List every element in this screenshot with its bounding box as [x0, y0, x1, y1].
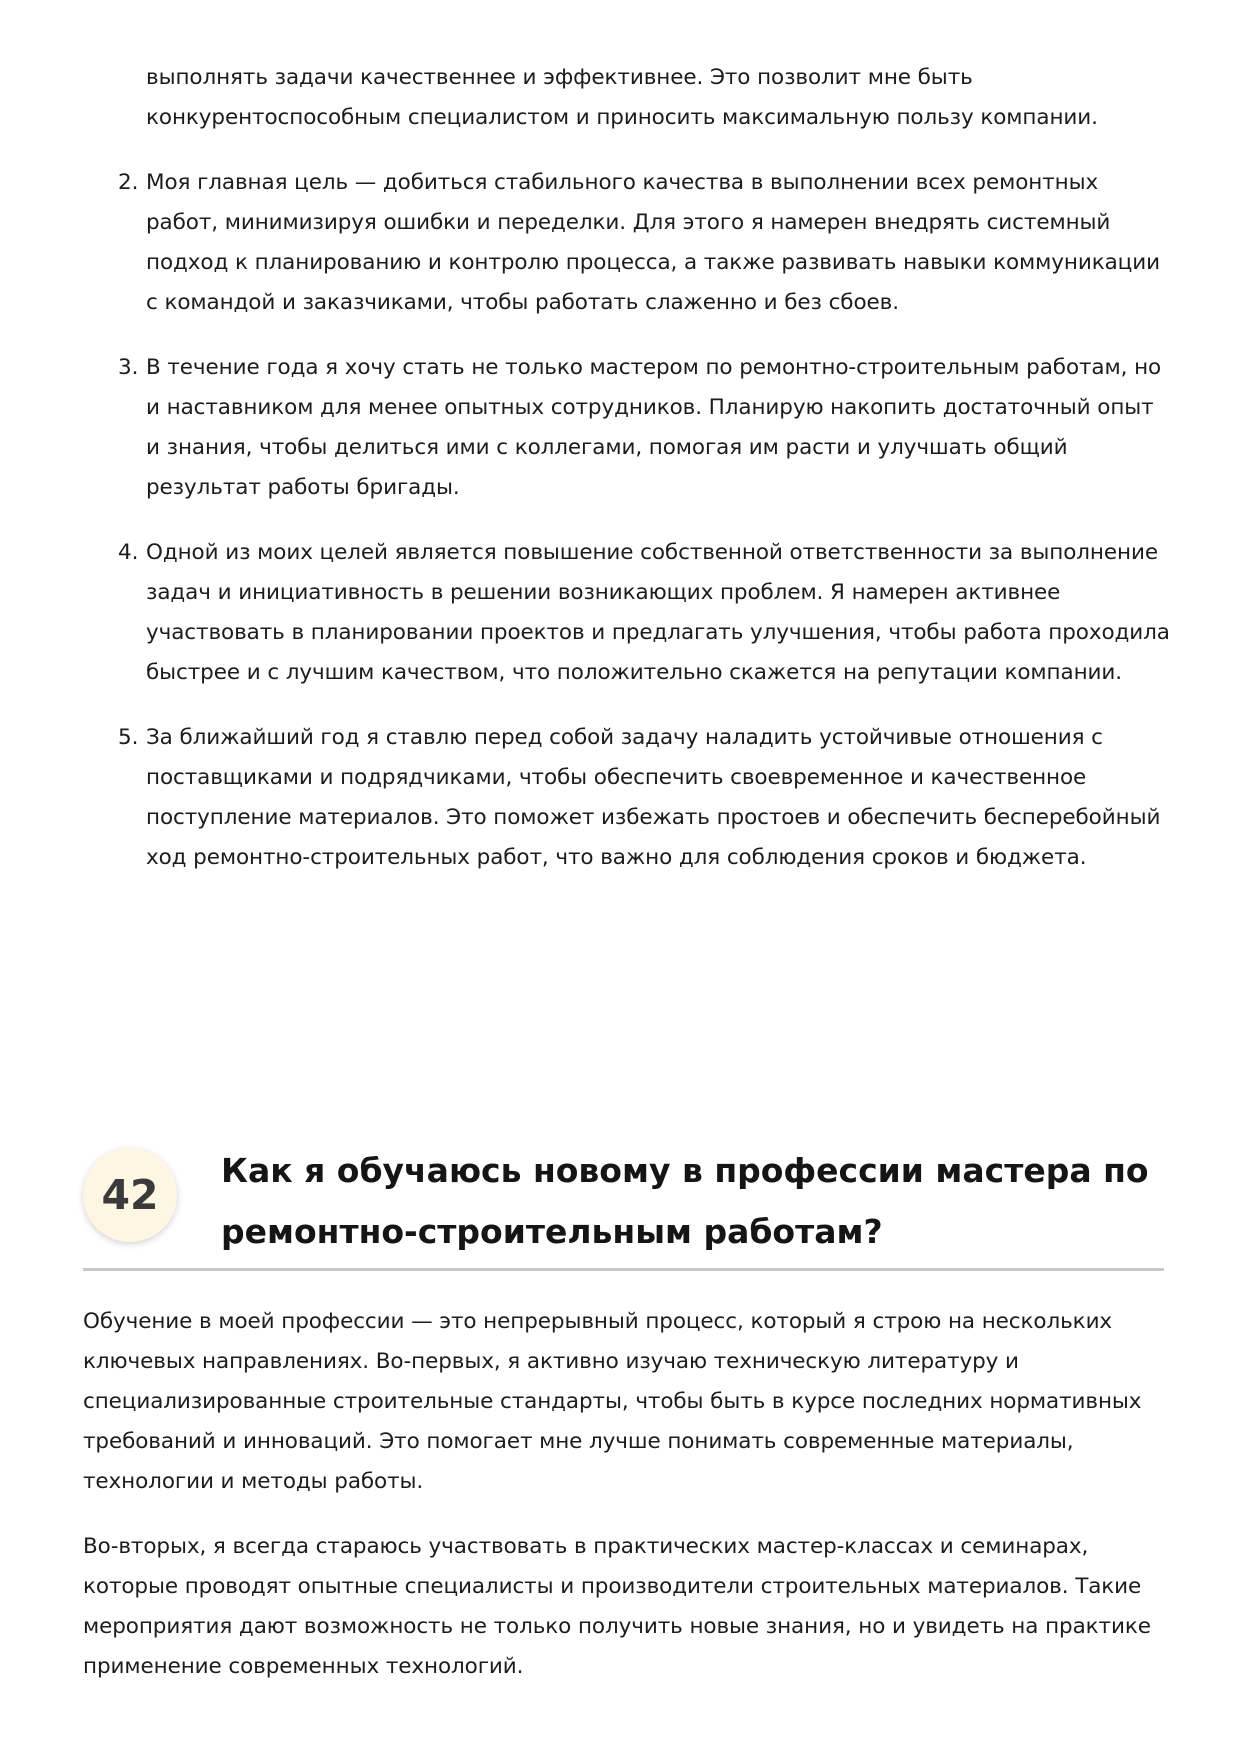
list-item	[118, 533, 1170, 693]
list-item-text: За ближайший год я ставлю перед собой задачу наладить устойчивые отношения с поставщиками и подрядчиками, чтобы обеспечить своевременное и качественное поступление материалов. Это поможет избежать простоев и обеспечить бесперебойный ход ремонтно-строительных работ, что важно для соблюдения сроков и бюджета.	[146, 725, 1161, 870]
list-item-number: 5.	[118, 725, 139, 750]
section-body	[83, 1302, 1168, 1712]
list-item-number: 3.	[118, 355, 139, 380]
list-item-text: Одной из моих целей является повышение собственной ответственности за выполнение задач и инициативность в решении возникающих проблем. Я намерен активнее участвовать в планировании проектов и предлагать улучшения, чтобы работа проходила быстрее и с лучшим качеством, что положительно скажется на репутации компании.	[146, 540, 1170, 685]
list-item-text: В течение года я хочу стать не только мастером по ремонтно-строительным работам, но и наставником для менее опытных сотрудников. Планирую накопить достаточный опыт и знания, чтобы делиться ими с коллегами, помогая им расти и улучшать общий результат работы бригады.	[146, 355, 1162, 500]
list-item	[118, 58, 1170, 138]
section-title: Как я обучаюсь новому в профессии мастера по ремонтно-строительным работам?	[221, 1151, 1149, 1251]
paragraph: Обучение в моей профессии — это непрерывный процесс, который я строю на нескольких ключевых направлениях. Во-первых, я активно изучаю техническую литературу и специализированные строительные стандарты, чтобы быть в курсе последних нормативных требований и инноваций. Это помогает мне лучше понимать современные материалы, технологии и методы работы.	[83, 1309, 1142, 1494]
list-item-text: Моя главная цель — добиться стабильного качества в выполнении всех ремонтных работ, минимизируя ошибки и переделки. Для этого я намерен внедрять системный подход к планированию и контролю процесса, а также развивать навыки коммуникации с командой и заказчиками, чтобы работать слаженно и без сбоев.	[146, 170, 1160, 315]
goals-list	[118, 58, 1170, 903]
section-header	[83, 1140, 1164, 1271]
paragraph: Во-вторых, я всегда стараюсь участвовать в практических мастер-классах и семинарах, которые проводят опытные специалисты и производители строительных материалов. Такие мероприятия дают возможность не только получить новые знания, но и увидеть на практике применение современных технологий.	[83, 1534, 1151, 1679]
list-item-number: 2.	[118, 170, 139, 195]
list-item	[118, 163, 1170, 323]
list-item-number: 4.	[118, 540, 139, 565]
section-number-badge: 42	[83, 1148, 177, 1242]
list-item-text: выполнять задачи качественнее и эффективнее. Это позволит мне быть конкурентоспособным специалистом и приносить максимальную пользу компании.	[146, 65, 1098, 130]
list-item	[118, 348, 1170, 508]
list-item	[118, 718, 1170, 878]
